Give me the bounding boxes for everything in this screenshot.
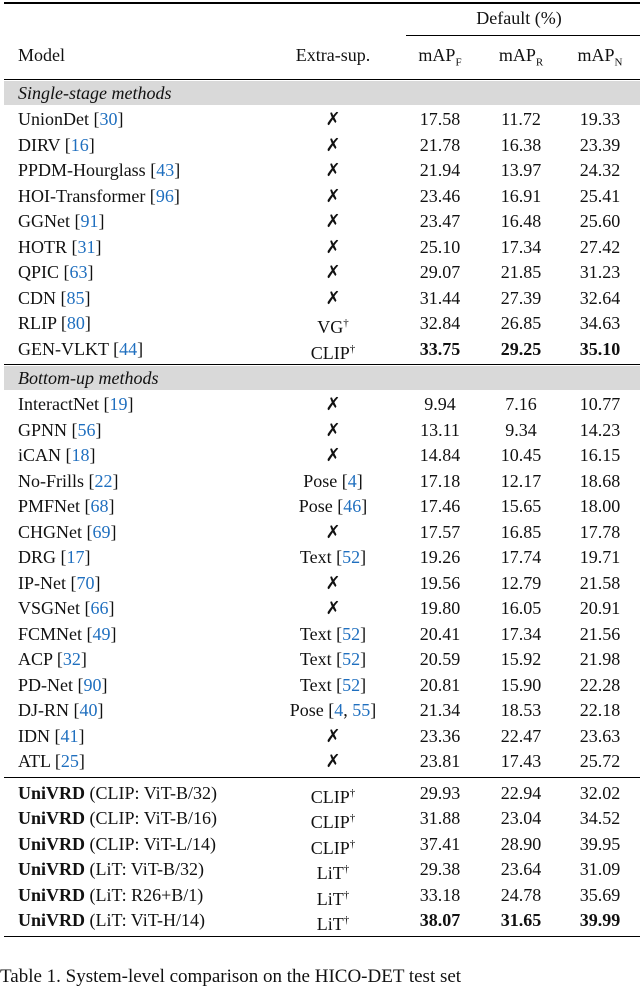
map-r-value: 10.45 [500, 445, 542, 465]
map-r-value: 16.05 [500, 598, 542, 618]
map-f-value: 21.94 [419, 160, 461, 180]
map-f-value: 20.59 [419, 649, 461, 669]
extra-supervision: ✗ [325, 236, 341, 257]
extra-supervision: LiT† [316, 888, 350, 909]
extra-supervision: CLIP† [310, 812, 356, 832]
table-row [4, 832, 640, 858]
table-row [4, 908, 640, 934]
section-title: Bottom-up methods [18, 368, 159, 388]
model-name: HOTR [31] [18, 236, 102, 257]
table-row [4, 392, 640, 418]
map-f-value: 23.46 [419, 185, 461, 206]
map-n-value: 34.63 [579, 313, 621, 333]
model-name: UniVRD (LiT: ViT-H/14) [18, 910, 206, 930]
map-n-value: 23.39 [579, 134, 621, 155]
table-row [4, 647, 640, 673]
extra-supervision: ✗ [325, 394, 341, 414]
map-n-value: 23.63 [579, 725, 621, 746]
section-title: Single-stage methods [18, 83, 172, 103]
table-row [4, 469, 640, 495]
model-name: UniVRD (LiT: R26+B/1) [18, 884, 204, 905]
header-extra-sup: Extra-sup. [295, 45, 371, 65]
map-r-value: 16.48 [500, 211, 542, 231]
map-r-value: 12.17 [500, 470, 542, 491]
header-map-r: mAP$_R$ [498, 45, 544, 69]
table-row [4, 545, 640, 571]
map-n-value: 19.71 [579, 547, 621, 567]
map-n-value: 10.77 [579, 394, 621, 414]
extra-supervision: LiT† [316, 863, 350, 883]
map-n-value: 25.72 [579, 751, 621, 771]
map-n-value: 39.95 [579, 833, 621, 854]
extra-supervision: ✗ [325, 160, 341, 180]
table-row [4, 418, 640, 444]
map-r-value: 23.64 [500, 859, 542, 879]
model-name: UnionDet [30] [18, 109, 124, 129]
map-f-value: 29.38 [419, 859, 461, 879]
map-r-value: 16.85 [500, 521, 542, 542]
group-underline [406, 35, 640, 36]
table-row [4, 209, 640, 235]
model-name: HOI-Transformer [96] [18, 185, 180, 206]
map-f-value: 17.18 [419, 470, 461, 491]
map-r-value: 15.90 [500, 674, 542, 695]
map-n-value: 21.98 [579, 649, 621, 669]
map-r-value: 17.34 [500, 236, 542, 257]
model-name: InteractNet [19] [18, 394, 134, 414]
extra-supervision: ✗ [325, 134, 341, 155]
extra-supervision: Pose [4] [303, 470, 363, 491]
map-n-value: 34.52 [579, 808, 621, 828]
extra-supervision: CLIP† [310, 837, 356, 858]
table-row [4, 622, 640, 648]
map-r-value: 13.97 [500, 160, 542, 180]
map-r-value: 15.92 [500, 649, 542, 669]
map-r-value: 22.47 [500, 725, 542, 746]
table-row [4, 883, 640, 909]
map-r-value: 31.65 [500, 910, 542, 930]
model-name: ATL [25] [18, 751, 85, 771]
model-name: ACP [32] [18, 649, 87, 669]
extra-supervision: ✗ [325, 419, 341, 440]
map-f-value: 19.80 [419, 598, 461, 618]
extra-supervision: ✗ [325, 287, 341, 308]
map-n-value: 21.56 [579, 623, 621, 644]
map-n-value: 25.41 [579, 185, 621, 206]
map-f-value: 17.57 [419, 521, 461, 542]
model-name: IDN [41] [18, 725, 85, 746]
top-rule [4, 2, 640, 4]
table-row [4, 311, 640, 337]
table-row [4, 158, 640, 184]
table-row [4, 520, 640, 546]
extra-supervision: ✗ [325, 262, 341, 282]
map-r-value: 28.90 [500, 833, 542, 854]
table-row [4, 857, 640, 883]
extra-supervision: ✗ [325, 185, 341, 206]
extra-supervision: ✗ [325, 109, 341, 129]
table-row [4, 698, 640, 724]
model-name: RLIP [80] [18, 313, 91, 333]
map-f-value: 32.84 [419, 313, 461, 333]
map-f-value: 9.94 [424, 394, 456, 414]
model-name: PMFNet [68] [18, 496, 115, 516]
model-name: IP-Net [70] [18, 572, 101, 593]
map-n-value: 21.58 [579, 572, 621, 593]
map-r-value: 29.25 [500, 338, 542, 359]
section-rule [4, 364, 640, 365]
table-row [4, 107, 640, 133]
map-n-value: 27.42 [579, 236, 621, 257]
extra-supervision: VG† [317, 317, 349, 337]
section-header [4, 366, 640, 390]
map-n-value: 17.78 [579, 521, 621, 542]
table-row [4, 749, 640, 775]
map-f-value: 17.58 [419, 109, 461, 129]
map-f-value: 21.78 [419, 134, 461, 155]
bottom-rule [4, 936, 640, 938]
map-r-value: 27.39 [500, 287, 542, 308]
map-n-value: 32.02 [579, 782, 621, 803]
table-row [4, 443, 640, 469]
model-name: CHGNet [69] [18, 521, 117, 542]
extra-supervision: Pose [4, 55] [289, 700, 377, 720]
model-name: UniVRD (CLIP: ViT-L/14) [18, 833, 216, 854]
extra-supervision: ✗ [325, 445, 341, 465]
extra-supervision: Text [52] [299, 547, 367, 567]
map-r-value: 21.85 [500, 262, 542, 282]
map-r-value: 17.74 [500, 547, 542, 567]
model-name: GEN-VLKT [44] [18, 338, 144, 359]
map-f-value: 20.41 [419, 623, 461, 644]
map-n-value: 31.09 [579, 859, 621, 879]
section-rule [4, 777, 640, 778]
map-f-value: 19.26 [419, 547, 461, 567]
header-map-n: mAP$_N$ [577, 45, 623, 69]
model-name: GPNN [56] [18, 419, 102, 440]
map-n-value: 18.68 [579, 470, 621, 491]
table-row [4, 337, 640, 363]
model-name: CDN [85] [18, 287, 91, 308]
table-row [4, 133, 640, 159]
map-n-value: 32.64 [579, 287, 621, 308]
map-f-value: 21.34 [419, 700, 461, 720]
table-row [4, 596, 640, 622]
map-n-value: 22.28 [579, 674, 621, 695]
map-n-value: 19.33 [579, 109, 621, 129]
table-row [4, 724, 640, 750]
map-r-value: 24.78 [500, 884, 542, 905]
model-name: UniVRD (LiT: ViT-B/32) [18, 859, 205, 879]
table-row [4, 494, 640, 520]
map-n-value: 20.91 [579, 598, 621, 618]
table-row [4, 673, 640, 699]
map-r-value: 17.43 [500, 751, 542, 771]
table-row [4, 571, 640, 597]
map-r-value: 16.91 [500, 185, 542, 206]
table-row [4, 781, 640, 807]
extra-supervision: ✗ [325, 572, 341, 593]
map-f-value: 13.11 [420, 419, 460, 440]
extra-supervision: CLIP† [310, 342, 356, 363]
map-n-value: 25.60 [579, 211, 621, 231]
extra-supervision: CLIP† [310, 786, 356, 807]
header-group-default: Default (%) [476, 8, 562, 28]
model-name: GGNet [91] [18, 211, 105, 231]
extra-supervision: Pose [46] [298, 496, 368, 516]
extra-supervision: ✗ [325, 211, 341, 231]
model-name: DJ-RN [40] [18, 700, 104, 720]
table-row [4, 184, 640, 210]
map-n-value: 18.00 [579, 496, 621, 516]
model-name: VSGNet [66] [18, 598, 115, 618]
map-n-value: 16.15 [579, 445, 621, 465]
map-r-value: 17.34 [500, 623, 542, 644]
table-row [4, 806, 640, 832]
map-r-value: 22.94 [500, 782, 542, 803]
model-name: UniVRD (CLIP: ViT-B/16) [18, 808, 217, 828]
map-f-value: 29.07 [419, 262, 461, 282]
map-r-value: 9.34 [505, 419, 537, 440]
map-f-value: 33.75 [419, 338, 461, 359]
map-r-value: 11.72 [501, 109, 541, 129]
map-f-value: 38.07 [419, 910, 461, 930]
table-row [4, 286, 640, 312]
map-f-value: 29.93 [419, 782, 461, 803]
model-name: PPDM-Hourglass [43] [18, 160, 181, 180]
map-n-value: 39.99 [579, 910, 621, 930]
map-r-value: 26.85 [500, 313, 542, 333]
map-f-value: 31.88 [419, 808, 461, 828]
model-name: FCMNet [49] [18, 623, 117, 644]
map-n-value: 14.23 [579, 419, 621, 440]
extra-supervision: Text [52] [299, 649, 367, 669]
extra-supervision: ✗ [325, 598, 341, 618]
extra-supervision: Text [52] [299, 674, 367, 695]
map-r-value: 7.16 [505, 394, 537, 414]
header-rule [4, 79, 640, 80]
extra-supervision: ✗ [325, 725, 341, 746]
map-f-value: 25.10 [419, 236, 461, 257]
extra-supervision: Text [52] [299, 623, 367, 644]
map-r-value: 18.53 [500, 700, 542, 720]
extra-supervision: ✗ [325, 521, 341, 542]
map-f-value: 14.84 [419, 445, 461, 465]
map-r-value: 15.65 [500, 496, 542, 516]
model-name: DRG [17] [18, 547, 91, 567]
model-name: UniVRD (CLIP: ViT-B/32) [18, 782, 217, 803]
map-f-value: 20.81 [419, 674, 461, 695]
map-n-value: 24.32 [579, 160, 621, 180]
map-r-value: 12.79 [500, 572, 542, 593]
model-name: DIRV [16] [18, 134, 95, 155]
table-row [4, 235, 640, 261]
model-name: PD-Net [90] [18, 674, 108, 695]
map-r-value: 23.04 [500, 808, 542, 828]
table-row [4, 260, 640, 286]
map-f-value: 23.47 [419, 211, 461, 231]
map-f-value: 17.46 [419, 496, 461, 516]
extra-supervision: ✗ [325, 751, 341, 771]
map-f-value: 23.81 [419, 751, 461, 771]
map-f-value: 37.41 [419, 833, 461, 854]
model-name: QPIC [63] [18, 262, 94, 282]
map-n-value: 31.23 [579, 262, 621, 282]
map-n-value: 35.69 [579, 884, 621, 905]
map-n-value: 35.10 [579, 338, 621, 359]
header-model: Model [18, 45, 65, 65]
model-name: iCAN [18] [18, 445, 96, 465]
map-r-value: 16.38 [500, 134, 542, 155]
map-n-value: 22.18 [579, 700, 621, 720]
map-f-value: 31.44 [419, 287, 461, 308]
section-header [4, 81, 640, 105]
map-f-value: 23.36 [419, 725, 461, 746]
map-f-value: 33.18 [419, 884, 461, 905]
model-name: No-Frills [22] [18, 470, 119, 491]
header-map-f: mAP$_F$ [418, 45, 462, 69]
table-caption: Table 1. System-level comparison on the HICO-DET test set [0, 966, 462, 987]
extra-supervision: LiT† [316, 914, 350, 934]
map-f-value: 19.56 [419, 572, 461, 593]
